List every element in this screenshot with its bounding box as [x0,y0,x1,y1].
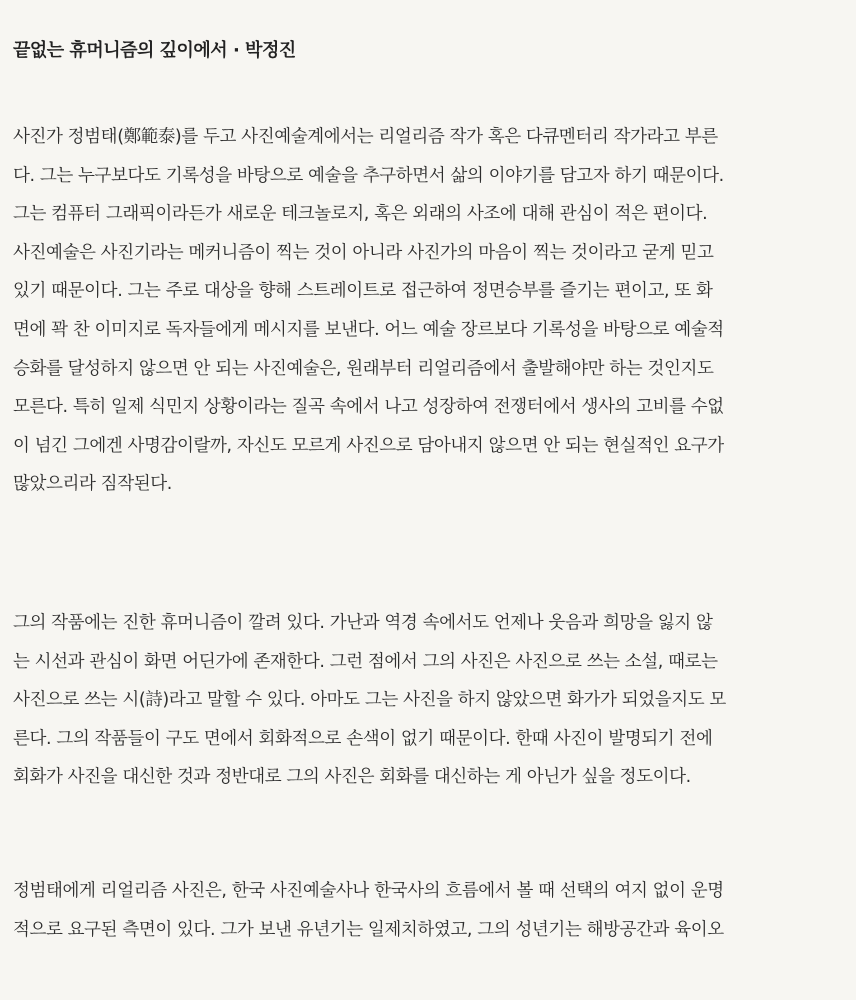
text-line: 이 넘긴 그에겐 사명감이랄까, 자신도 모르게 사진으로 담아내지 않으면 안 되는 현실적인 요구가 [13,435,724,456]
text-line: 사진가 정범태(鄭範泰)를 두고 사진예술계에서는 리얼리즘 작가 혹은 다큐멘터리 작가라고 부른 [13,127,718,147]
text-line: 다. 그는 누구보다도 기록성을 바탕으로 예술을 추구하면서 삶의 이야기를 담고자 하기 때문이다. [13,165,724,186]
paragraph-2 [13,604,726,797]
paragraph-1 [13,118,724,504]
text-line: 사진으로 쓰는 시(詩)라고 말할 수 있다. 아마도 그는 사진을 하지 않았으면 화가가 되었을지도 모 [13,690,726,711]
text-line: 승화를 달성하지 않으면 안 되는 사진예술은, 원래부터 리얼리즘에서 출발해야만 하는 것인지도 [13,358,714,379]
text-line: 면에 꽉 찬 이미지로 독자들에게 메시지를 보낸다. 어느 예술 장르보다 기록성을 바탕으로 예술적 [13,319,724,340]
paragraph-3 [13,872,724,949]
text-line: 적으로 요구된 측면이 있다. 그가 보낸 유년기는 일제치하였고, 그의 성년기는 해방공간과 육이오 [13,919,724,940]
text-line: 있기 때문이다. 그는 주로 대상을 향해 스트레이트로 접근하여 정면승부를 즐기는 편이고, 또 화 [13,281,713,302]
text-line: 는 시선과 관심이 화면 어딘가에 존재한다. 그런 점에서 그의 사진은 사진으로 쓰는 소설, 때로는 [13,651,718,672]
text-line: 많았으리라 짐작된다. [13,474,172,495]
article-title: 끝없는 휴머니즘의 깊이에서 · 박정진 [13,40,296,61]
text-line: 사진예술은 사진기라는 메커니즘이 찍는 것이 아니라 사진가의 마음이 찍는 것이라고 굳게 믿고 [13,242,714,263]
text-line: 그는 컴퓨터 그래픽이라든가 새로운 테크놀로지, 혹은 외래의 사조에 대해 관심이 적은 편이다. [13,204,708,225]
text-line: 정범태에게 리얼리즘 사진은, 한국 사진예술사나 한국사의 흐름에서 볼 때 선택의 여지 없이 운명 [13,881,724,901]
text-line: 모른다. 특히 일제 식민지 상황이라는 질곡 속에서 나고 성장하여 전쟁터에서 생사의 고비를 수없 [13,397,724,418]
text-line: 그의 작품에는 진한 휴머니즘이 깔려 있다. 가난과 역경 속에서도 언제나 웃음과 희망을 잃지 않 [13,613,713,633]
text-line: 른다. 그의 작품들이 구도 면에서 회화적으로 손색이 없기 때문이다. 한때 사진이 발명되기 전에 [13,728,713,749]
text-line: 회화가 사진을 대신한 것과 정반대로 그의 사진은 회화를 대신하는 게 아닌가 싶을 정도이다. [13,767,691,788]
